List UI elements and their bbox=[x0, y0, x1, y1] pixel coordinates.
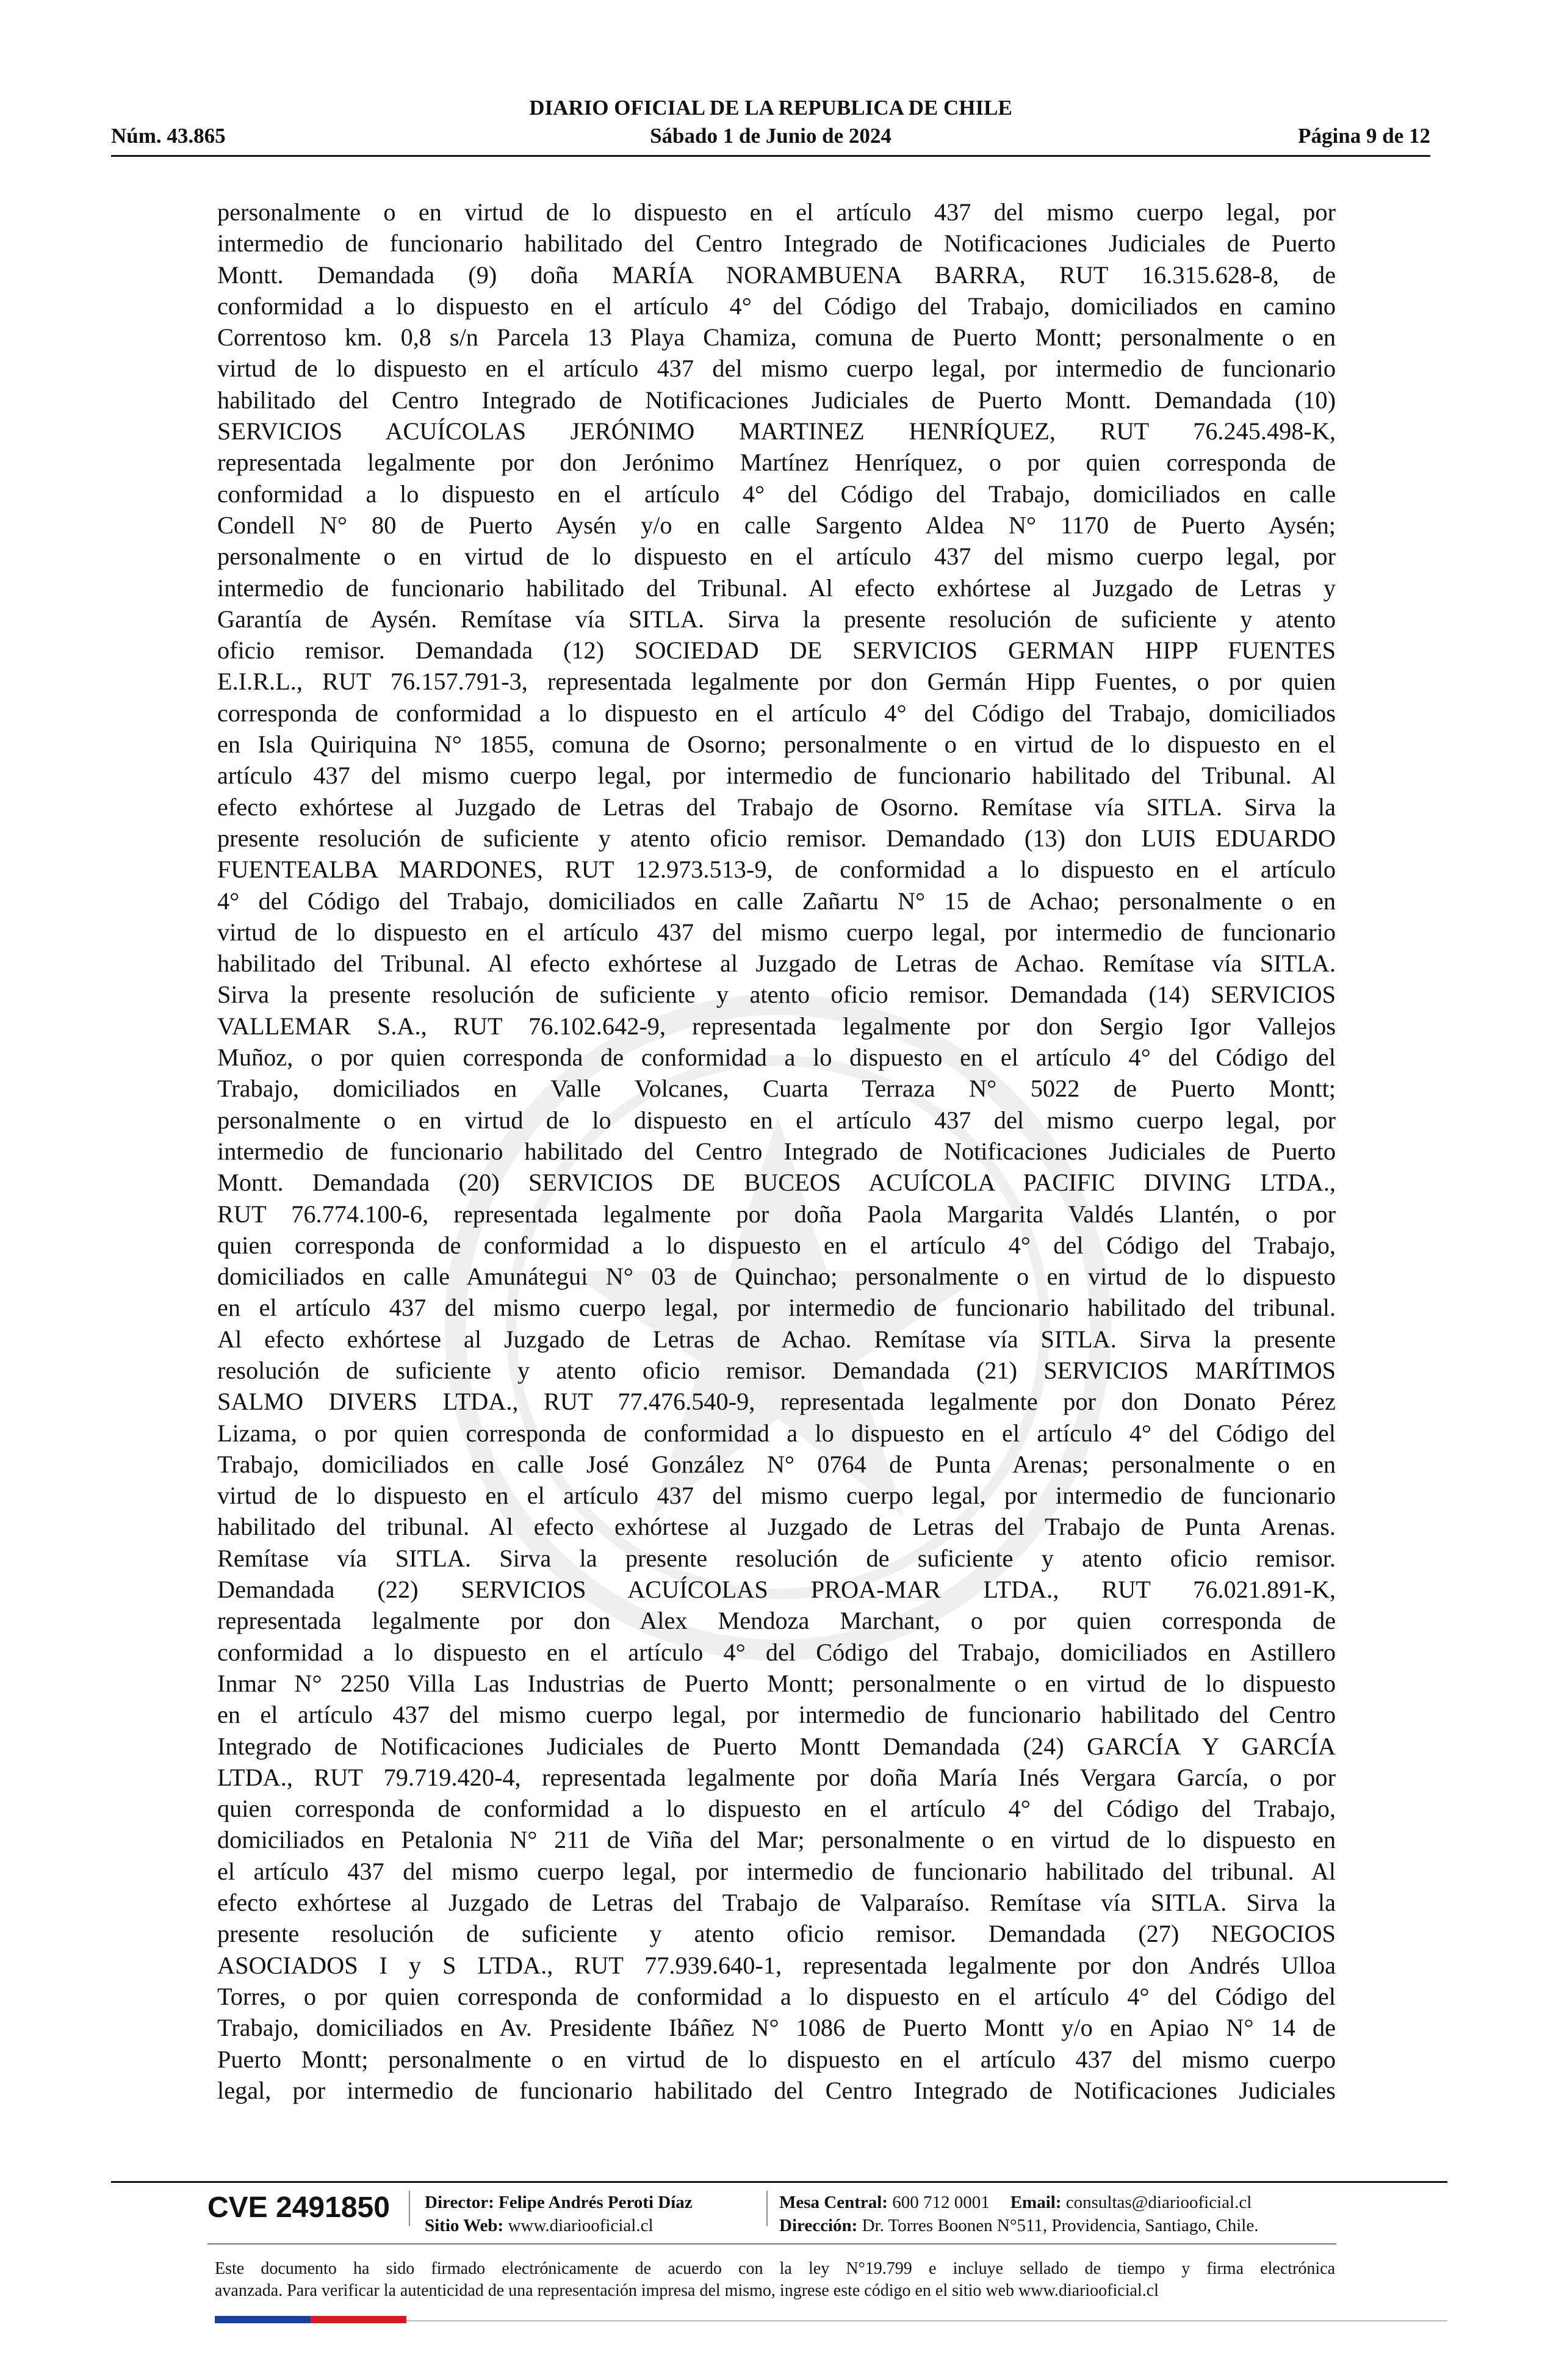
email-label: Email: bbox=[1010, 2193, 1062, 2212]
body-text-line: representada legalmente por don Jerónimo Martínez Henríquez, o por quien corresponda de bbox=[217, 449, 1336, 477]
body-text-line: Al efecto exhórtese al Juzgado de Letras de Achao. Remítase vía SITLA. Sirva la presente bbox=[217, 1325, 1336, 1353]
body-text-line: virtud de lo dispuesto en el artículo 437 del mismo cuerpo legal, por intermedio de funcionario bbox=[217, 918, 1336, 946]
footer-separator bbox=[409, 2191, 410, 2226]
legal-notice-line: avanzada. Para verificar la autenticidad de una representación impresa del mismo, ingrese este código en el sitio web www.diariooficial.cl bbox=[215, 2281, 1159, 2300]
body-text-line: conformidad a lo dispuesto en el artículo 4° del Código del Trabajo, domiciliados en camino bbox=[217, 292, 1336, 320]
body-text-line: Correntoso km. 0,8 s/n Parcela 13 Playa Chamiza, comuna de Puerto Montt; personalmente o en bbox=[217, 323, 1336, 352]
footer-separator bbox=[766, 2191, 768, 2226]
flag-blue-segment bbox=[215, 2316, 311, 2323]
body-text-line: Trabajo, domiciliados en calle José González N° 0764 de Punta Arenas; personalmente o en bbox=[217, 1450, 1336, 1478]
body-text-line: Montt. Demandada (20) SERVICIOS DE BUCEOS ACUÍCOLA PACIFIC DIVING LTDA., bbox=[217, 1169, 1336, 1197]
body-text-line: Garantía de Aysén. Remítase vía SITLA. Sirva la presente resolución de suficiente y atento bbox=[217, 605, 1336, 633]
body-text-line: conformidad a lo dispuesto en el artículo 4° del Código del Trabajo, domiciliados en Astillero bbox=[217, 1638, 1336, 1666]
body-text-line: en el artículo 437 del mismo cuerpo legal, por intermedio de funcionario habilitado del Centro bbox=[217, 1701, 1336, 1729]
body-text-line: efecto exhórtese al Juzgado de Letras del Trabajo de Valparaíso. Remítase vía SITLA. Sirva la bbox=[217, 1889, 1336, 1917]
body-text-line: Integrado de Notificaciones Judiciales de Puerto Montt Demandada (24) GARCÍA Y GARCÍA bbox=[217, 1732, 1336, 1760]
body-text-line: artículo 437 del mismo cuerpo legal, por intermedio de funcionario habilitado del Tribunal. Al bbox=[217, 762, 1336, 790]
body-text-line: representada legalmente por don Alex Mendoza Marchant, o por quien corresponda de bbox=[217, 1607, 1336, 1635]
document-body bbox=[217, 197, 1336, 2106]
body-text-line: presente resolución de suficiente y atento oficio remisor. Demandado (13) don LUIS EDUARDO bbox=[217, 824, 1336, 852]
body-text-line: el artículo 437 del mismo cuerpo legal, por intermedio de funcionario habilitado del tribunal. Al bbox=[217, 1857, 1336, 1885]
director-name: Felipe Andrés Peroti Díaz bbox=[499, 2193, 693, 2212]
body-text-line: SALMO DIVERS LTDA., RUT 77.476.540-9, representada legalmente por don Donato Pérez bbox=[217, 1388, 1336, 1416]
body-text-line: VALLEMAR S.A., RUT 76.102.642-9, representada legalmente por don Sergio Igor Vallejos bbox=[217, 1012, 1336, 1040]
email-link[interactable]: consultas@diariooficial.cl bbox=[1065, 2193, 1252, 2212]
body-text-line: habilitado del Centro Integrado de Notificaciones Judiciales de Puerto Montt. Demandada (10) bbox=[217, 386, 1336, 414]
footer-divider-bottom bbox=[406, 2320, 1447, 2321]
body-text-line: Muñoz, o por quien corresponda de conformidad a lo dispuesto en el artículo 4° del Código del bbox=[217, 1044, 1336, 1072]
flag-color-bar bbox=[215, 2316, 406, 2323]
body-text-line: Montt. Demandada (9) doña MARÍA NORAMBUENA BARRA, RUT 16.315.628-8, de bbox=[217, 261, 1336, 289]
footer-contact-block bbox=[779, 2191, 1258, 2237]
body-text-line: LTDA., RUT 79.719.420-4, representada legalmente por doña María Inés Vergara García, o por bbox=[217, 1763, 1336, 1791]
body-text-line: ASOCIADOS I y S LTDA., RUT 77.939.640-1, representada legalmente por don Andrés Ulloa bbox=[217, 1951, 1336, 1979]
body-text-line: Trabajo, domiciliados en Valle Volcanes, Cuarta Terraza N° 5022 de Puerto Montt; bbox=[217, 1075, 1336, 1103]
body-text-line: habilitado del tribunal. Al efecto exhórtese al Juzgado de Letras del Trabajo de Punta Arenas. bbox=[217, 1513, 1336, 1541]
body-text-line: virtud de lo dispuesto en el artículo 437 del mismo cuerpo legal, por intermedio de funcionario bbox=[217, 355, 1336, 383]
body-text-line: 4° del Código del Trabajo, domiciliados en calle Zañartu N° 15 de Achao; personalmente o en bbox=[217, 887, 1336, 915]
body-text-line: en Isla Quiriquina N° 1855, comuna de Osorno; personalmente o en virtud de lo dispuesto en el bbox=[217, 730, 1336, 759]
address-text: Dr. Torres Boonen N°511, Providencia, Santiago, Chile. bbox=[862, 2216, 1259, 2235]
body-text-line: efecto exhórtese al Juzgado de Letras del Trabajo de Osorno. Remítase vía SITLA. Sirva la bbox=[217, 793, 1336, 821]
cve-code: CVE 2491850 bbox=[207, 2191, 390, 2224]
address-label: Dirección: bbox=[779, 2216, 858, 2235]
legal-notice bbox=[215, 2258, 1335, 2302]
body-text-line: personalmente o en virtud de lo dispuesto en el artículo 437 del mismo cuerpo legal, por bbox=[217, 1106, 1336, 1134]
body-text-line: quien corresponda de conformidad a lo dispuesto en el artículo 4° del Código del Trabajo, bbox=[217, 1795, 1336, 1823]
phone-number: 600 712 0001 bbox=[892, 2193, 990, 2212]
body-text-line: RUT 76.774.100-6, representada legalmente por doña Paola Margarita Valdés Llantén, o por bbox=[217, 1200, 1336, 1228]
body-text-line: Remítase vía SITLA. Sirva la presente resolución de suficiente y atento oficio remisor. bbox=[217, 1544, 1336, 1572]
body-text-line: habilitado del Tribunal. Al efecto exhórtese al Juzgado de Letras de Achao. Remítase vía SITLA. bbox=[217, 950, 1336, 978]
footer-divider-middle bbox=[207, 2243, 1336, 2245]
header-divider bbox=[111, 155, 1430, 157]
body-text-line: legal, por intermedio de funcionario habilitado del Centro Integrado de Notificaciones Judiciales bbox=[217, 2076, 1336, 2104]
body-text-line: SERVICIOS ACUÍCOLAS JERÓNIMO MARTINEZ HENRÍQUEZ, RUT 76.245.498-K, bbox=[217, 417, 1336, 445]
phone-label: Mesa Central: bbox=[779, 2193, 888, 2212]
body-text-line: FUENTEALBA MARDONES, RUT 12.973.513-9, de conformidad a lo dispuesto en el artículo bbox=[217, 856, 1336, 884]
publication-title: DIARIO OFICIAL DE LA REPUBLICA DE CHILE bbox=[529, 96, 1012, 120]
body-text-line: virtud de lo dispuesto en el artículo 437 del mismo cuerpo legal, por intermedio de funcionario bbox=[217, 1482, 1336, 1510]
body-text-line: Torres, o por quien corresponda de conformidad a lo dispuesto en el artículo 4° del Código del bbox=[217, 1982, 1336, 2010]
footer-divider-top bbox=[111, 2181, 1447, 2183]
body-text-line: Condell N° 80 de Puerto Aysén y/o en calle Sargento Aldea N° 1170 de Puerto Aysén; bbox=[217, 511, 1336, 539]
body-text-line: Trabajo, domiciliados en Av. Presidente Ibáñez N° 1086 de Puerto Montt y/o en Apiao N° 14 de bbox=[217, 2014, 1336, 2042]
body-text-line: en el artículo 437 del mismo cuerpo legal, por intermedio de funcionario habilitado del tribunal. bbox=[217, 1294, 1336, 1322]
body-text-line: personalmente o en virtud de lo dispuesto en el artículo 437 del mismo cuerpo legal, por bbox=[217, 543, 1336, 571]
website-label: Sitio Web: bbox=[425, 2216, 504, 2235]
footer-director-block bbox=[425, 2191, 693, 2237]
body-text-line: intermedio de funcionario habilitado del Centro Integrado de Notificaciones Judiciales de Puerto bbox=[217, 229, 1336, 258]
flag-red-segment bbox=[311, 2316, 406, 2323]
director-label: Director: bbox=[425, 2193, 494, 2212]
legal-notice-line: Este documento ha sido firmado electrónicamente de acuerdo con la ley N°19.799 e incluye sellado de tiempo y firma electrónica bbox=[215, 2259, 1335, 2278]
issue-number: Núm. 43.865 bbox=[111, 124, 226, 148]
body-text-line: Demandada (22) SERVICIOS ACUÍCOLAS PROA-MAR LTDA., RUT 76.021.891-K, bbox=[217, 1576, 1336, 1604]
body-text-line: oficio remisor. Demandada (12) SOCIEDAD DE SERVICIOS GERMAN HIPP FUENTES bbox=[217, 636, 1336, 665]
body-text-line: Lizama, o por quien corresponda de conformidad a lo dispuesto en el artículo 4° del Código del bbox=[217, 1419, 1336, 1447]
body-text-line: corresponda de conformidad a lo dispuesto en el artículo 4° del Código del Trabajo, domiciliados bbox=[217, 699, 1336, 727]
body-text-line: resolución de suficiente y atento oficio remisor. Demandada (21) SERVICIOS MARÍTIMOS bbox=[217, 1356, 1336, 1384]
body-text-line: domiciliados en Petalonia N° 211 de Viña del Mar; personalmente o en virtud de lo dispuesto en bbox=[217, 1826, 1336, 1854]
body-text-line: presente resolución de suficiente y atento oficio remisor. Demandada (27) NEGOCIOS bbox=[217, 1920, 1336, 1948]
body-text-line: quien corresponda de conformidad a lo dispuesto en el artículo 4° del Código del Trabajo, bbox=[217, 1231, 1336, 1259]
body-text-line: intermedio de funcionario habilitado del Tribunal. Al efecto exhórtese al Juzgado de Letras y bbox=[217, 574, 1336, 602]
body-text-line: personalmente o en virtud de lo dispuesto en el artículo 437 del mismo cuerpo legal, por bbox=[217, 198, 1336, 226]
body-text-line: Puerto Montt; personalmente o en virtud de lo dispuesto en el artículo 437 del mismo cuerpo bbox=[217, 2045, 1336, 2073]
issue-date: Sábado 1 de Junio de 2024 bbox=[650, 124, 891, 148]
body-text-line: Inmar N° 2250 Villa Las Industrias de Puerto Montt; personalmente o en virtud de lo dispuesto bbox=[217, 1669, 1336, 1697]
body-text-line: Sirva la presente resolución de suficiente y atento oficio remisor. Demandada (14) SERVICIOS bbox=[217, 981, 1336, 1009]
body-text-line: conformidad a lo dispuesto en el artículo 4° del Código del Trabajo, domiciliados en calle bbox=[217, 480, 1336, 508]
page-header bbox=[111, 92, 1430, 159]
body-text-line: intermedio de funcionario habilitado del Centro Integrado de Notificaciones Judiciales de Puerto bbox=[217, 1137, 1336, 1165]
website-link[interactable]: www.diariooficial.cl bbox=[508, 2216, 654, 2235]
body-text-line: E.I.R.L., RUT 76.157.791-3, representada legalmente por don Germán Hipp Fuentes, o por quien bbox=[217, 668, 1336, 696]
page-number: Página 9 de 12 bbox=[1298, 124, 1430, 148]
body-text-line: domiciliados en calle Amunátegui N° 03 de Quinchao; personalmente o en virtud de lo dispuesto bbox=[217, 1263, 1336, 1291]
